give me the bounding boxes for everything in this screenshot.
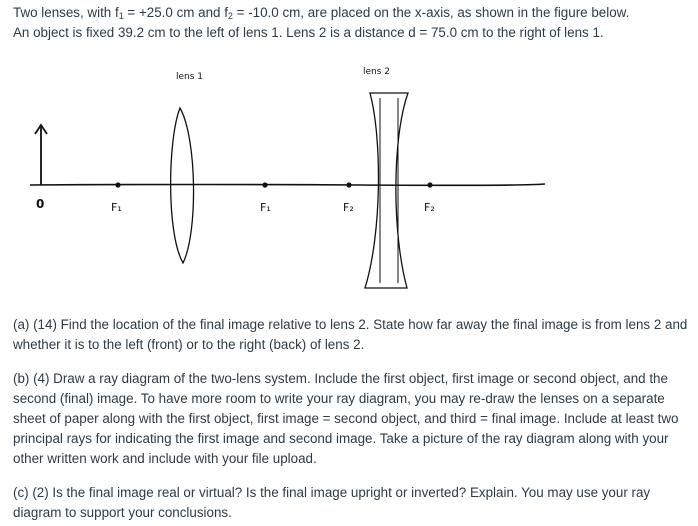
f2-right-label: F₂	[424, 201, 435, 214]
origin-label: 0	[36, 197, 45, 211]
lens-2	[365, 93, 408, 288]
object-arrow	[35, 125, 47, 185]
lens-1	[171, 108, 194, 263]
lens-diagram	[0, 58, 698, 303]
f2-subscript: 2	[227, 11, 233, 21]
f1-left-label: F₁	[111, 201, 122, 214]
focal-point-f1-left	[115, 182, 120, 187]
f1-right-label: F₁	[260, 201, 271, 214]
part-a: (a) (14) Find the location of the final image relative to lens 2. State how far away the final image is from lens 2 and whether it is to the left (front) or to the right (back) of lens 2.	[13, 317, 688, 352]
lens-2-label: lens 2	[363, 67, 391, 77]
problem-intro	[13, 3, 693, 43]
intro-text: = +25.0 cm and f	[123, 5, 228, 20]
part-c: (c) (2) Is the final image real or virtual? Is the final image upright or inverted? Explain. You may use your ray diagram to support your conclusions.	[13, 485, 651, 520]
intro-text: = -10.0 cm, are placed on the x-axis, as shown in the figure below.	[232, 5, 630, 20]
optical-axis	[30, 184, 545, 185]
focal-point-f2-right	[427, 182, 432, 187]
part-b: (b) (4) Draw a ray diagram of the two-lens system. Include the first object, first image or second object, and the second (final) image. To have more room to write your ray diagram, you may re-draw the lenses on a separate sheet of paper along with the first object, first image = second object, and third = final image. Include at least two principal rays for indicating the first image and second image. Take a picture of the ray diagram along with your other written work and include with your file upload.	[13, 371, 679, 466]
f2-left-label: F₂	[343, 201, 354, 214]
intro-text: Two lenses, with f	[13, 5, 119, 20]
intro-text: An object is fixed 39.2 cm to the left of lens 1. Lens 2 is a distance d = 75.0 cm to the right of lens 1.	[13, 25, 604, 40]
focal-point-f1-right	[262, 182, 267, 187]
lens-1-label: lens 1	[176, 72, 204, 82]
focal-point-f2-left	[346, 182, 351, 187]
f1-subscript: 1	[118, 11, 124, 21]
